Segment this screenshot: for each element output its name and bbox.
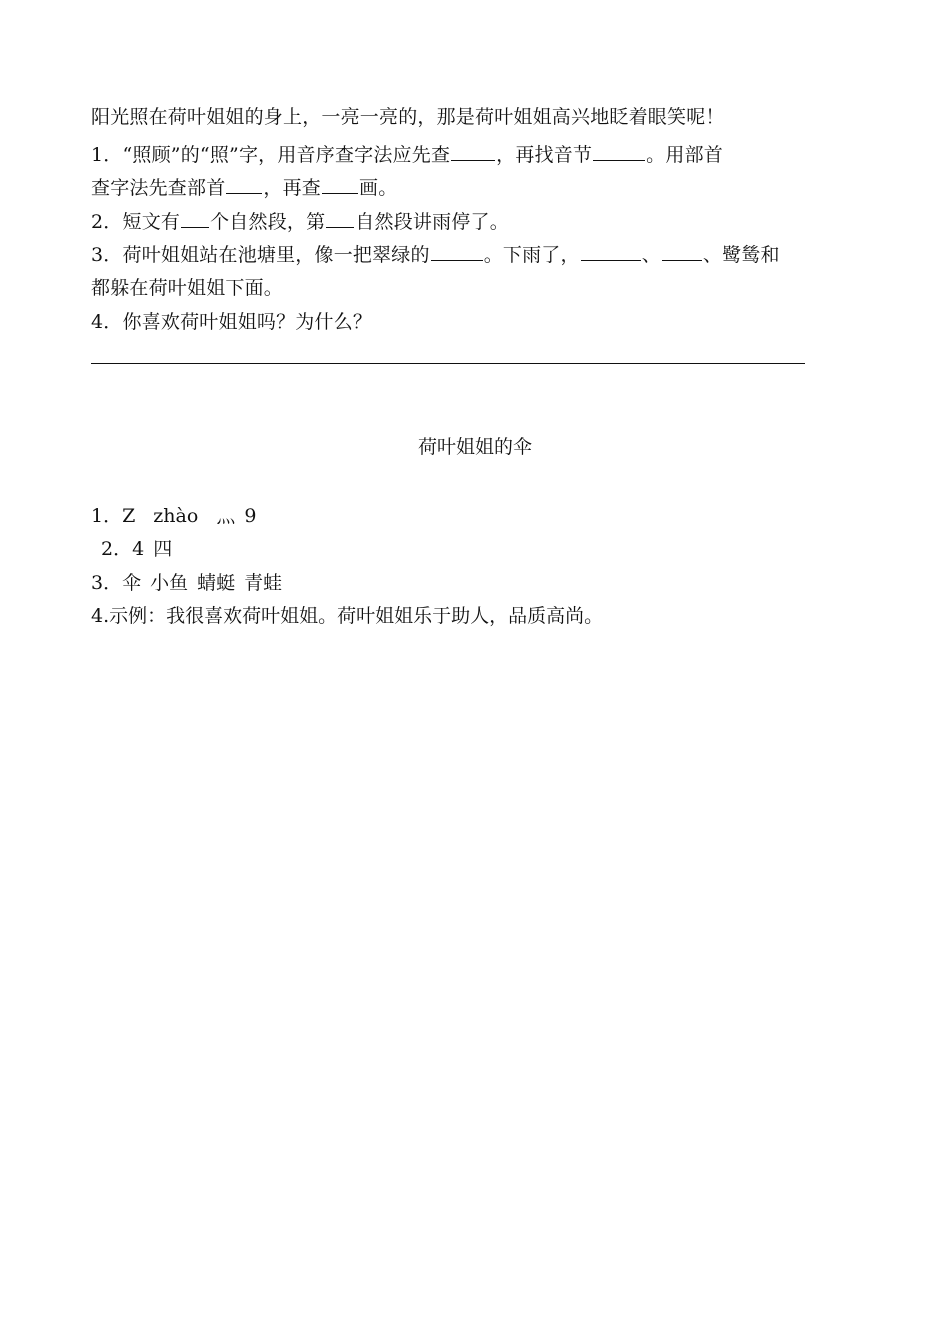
answer-blank[interactable]	[431, 242, 483, 261]
question-1-text-c: 。用部首	[646, 144, 723, 166]
answer-4: 4.示例：我很喜欢荷叶姐姐。荷叶姐姐乐于助人，品质高尚。	[91, 605, 604, 627]
question-3-text-c: 、	[641, 244, 661, 266]
question-1-text-b: ，再找音节	[496, 144, 593, 166]
question-4: 4．你喜欢荷叶姐姐吗？为什么？	[91, 311, 373, 333]
answer-key-title: 荷叶姐姐的伞	[417, 436, 532, 458]
question-3-text-a: 3．荷叶姐姐站在池塘里，像一把翠绿的	[91, 244, 430, 266]
question-3-text-b: 。下雨了，	[483, 244, 580, 266]
answer-blank[interactable]	[662, 242, 702, 261]
answer-1-strokes: 9	[244, 505, 257, 527]
question-1-text-f: 画。	[359, 177, 398, 199]
answer-3-item-3: 青蛙	[244, 572, 283, 594]
answer-blank[interactable]	[581, 242, 641, 261]
answer-blank[interactable]	[326, 209, 354, 228]
answer-3	[91, 569, 282, 597]
answer-2-count: 2．4	[101, 538, 145, 560]
question-2	[91, 208, 509, 236]
answer-1-letter: 1．Z	[91, 505, 136, 527]
answer-line[interactable]	[91, 363, 805, 364]
answer-blank[interactable]	[322, 175, 358, 194]
answer-3-umbrella: 3．伞	[91, 572, 142, 594]
passage-sentence: 阳光照在荷叶姐姐的身上，一亮一亮的，那是荷叶姐姐高兴地眨着眼笑呢！	[91, 106, 725, 128]
answer-blank[interactable]	[593, 142, 645, 161]
question-1-text-d: 查字法先查部首	[91, 177, 226, 199]
answer-blank[interactable]	[226, 175, 262, 194]
answer-3-item-1: 小鱼	[150, 572, 189, 594]
question-2-text-c: 自然段讲雨停了。	[355, 211, 509, 233]
answer-1	[91, 502, 256, 530]
question-1-text-a: 1．“照顾”的“照”字，用音序查字法应先查	[91, 144, 451, 166]
question-1-line-2	[91, 174, 397, 202]
answer-2	[101, 535, 172, 563]
answer-3-item-2: 蜻蜓	[197, 572, 236, 594]
answer-1-radical: 灬	[216, 505, 236, 527]
question-2-text-b: 个自然段，第	[210, 211, 326, 233]
question-1-line-1	[91, 141, 723, 169]
question-3-text-d: 、鹭鸶和	[702, 244, 780, 266]
answer-blank[interactable]	[181, 209, 209, 228]
question-3-line-2: 都躲在荷叶姐姐下面。	[91, 277, 284, 299]
answer-1-pinyin: zhào	[153, 505, 199, 527]
question-3-line-1	[91, 241, 780, 269]
answer-2-paragraph: 四	[153, 538, 173, 560]
question-2-text-a: 2．短文有	[91, 211, 181, 233]
question-1-text-e: ，再查	[263, 177, 322, 199]
answer-blank[interactable]	[451, 142, 495, 161]
